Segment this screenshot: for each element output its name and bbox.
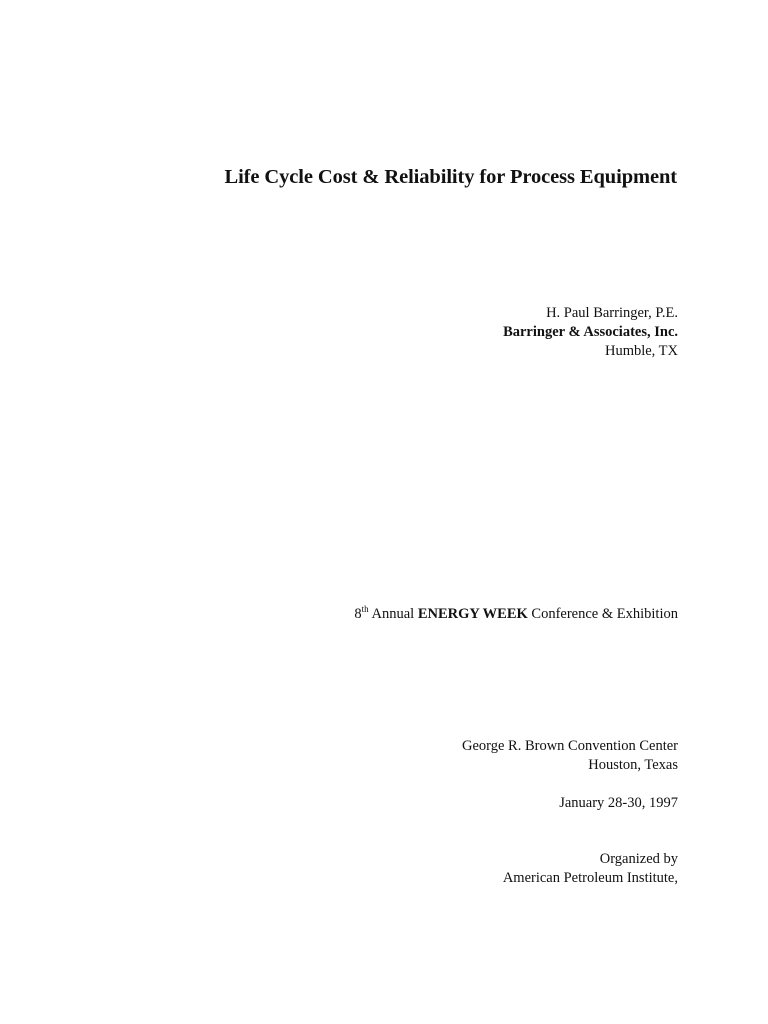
venue-name: George R. Brown Convention Center xyxy=(462,738,678,754)
author-location: Humble, TX xyxy=(604,343,678,359)
venue-city: Houston, Texas xyxy=(588,757,678,773)
organizer-label: Organized by xyxy=(599,851,678,867)
conference-ordinal-number: 8 xyxy=(354,606,362,622)
conference-dates: January 28-30, 1997 xyxy=(559,795,678,811)
conference-line xyxy=(354,605,678,623)
conference-ordinal-suffix: th xyxy=(361,604,369,615)
organizer-name: American Petroleum Institute, xyxy=(502,870,678,886)
author-company: Barringer & Associates, Inc. xyxy=(503,324,678,340)
conference-suffix: Conference & Exhibition xyxy=(531,606,678,622)
author-name: H. Paul Barringer, P.E. xyxy=(546,305,678,321)
conference-prefix: Annual xyxy=(371,606,415,622)
document-title: Life Cycle Cost & Reliability for Process Equipment xyxy=(224,166,677,188)
conference-event-name: ENERGY WEEK xyxy=(417,606,528,622)
